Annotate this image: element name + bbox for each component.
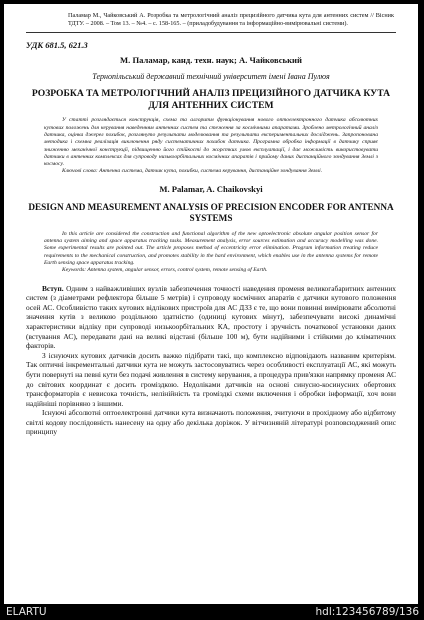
authors-ua: М. Паламар, канд. техн. наук; А. Чайковський: [120, 55, 302, 66]
paragraph-2: З існуючих кутових датчиків досить важко підібрати такі, що комплексно відповідають названим критеріям. Так оптичні інкрементальні датчики кута не можуть застосовуватись через особливості експлуатації АС, які можуть бути повернуті на певні кути без подачі живлення в систему керування, а процедура прив'язки напрямку променя АС до світових координат є досить громіздкою. Недоліками датчиків на основі синусно-косинусних обертових трансформаторів є невисока точність, нелінійність та громіздкі схеми включення і обробки інформації, хоч вони надійніші порівняно з іншими.: [26, 350, 396, 408]
paragraph-3: Існуючі абсолютні оптоелектронні датчики кута визначають положення, зчитуючи в прохідному або відбитому світлі кодову послідовність нанесену на одну або декілька доріжок. У вітчизняній літературі розповсюджений опис принципу: [26, 408, 396, 437]
paragraph-1: Одним з найважливіших вузлів забезпечення точності наведення променя великогабаритних антенних систем (з діаметрами рефлектора більше 5 метрів) і супроводу космічних апаратів є датчики кутового положення осей АС. Особливістю таких кутових відлікових пристроїв для АС ДЗЗ є те, що вони повинні вимірювати абсолютні значення кутів з великою роздільною здатністю (одиниці кутових мінут), забезпечувати високі динамічні характеристики відліку при супроводі низькоорбітальних КА, простоту і зручність початкової установки даних (встування АС), передавати дані на великі відстані (більше 100 м), бути надійними і стійкими до кліматичних факторів.: [26, 283, 396, 351]
keywords-ua: Ключові слова: Антенна система, датчик кута, похибки, система керування, дистанційне зондування Землі.: [62, 168, 323, 175]
status-bar: [0, 604, 424, 620]
authors-en: M. Palamar, A. Chaikovskyi: [159, 183, 263, 194]
citation-text: Паламар М., Чайковський А. Розробка та метрологічний аналіз прецизійного датчика кута для антенних систем // Вісник ТДТУ. – 2008. – Том 13. – №4. – с. 158-165. – (приладобудування та інформаційно-вимірювальні системи).: [68, 12, 394, 28]
udc-code: УДК 681.5, 621.3: [26, 40, 88, 51]
document-page: [4, 4, 418, 604]
header-rule: [26, 32, 396, 33]
intro-heading: Вступ.: [42, 283, 64, 293]
intro-paragraph: [26, 284, 396, 351]
handle-link[interactable]: hdl:123456789/136: [315, 606, 419, 618]
affiliation-ua: Тернопільський державний технічний університет імені Івана Пулюя: [92, 72, 330, 82]
abstract-ua: У статті розглядається конструкція, схема та алгоритм функціонування нового оптоелектронного датчика абсолютних кутових положень для керування наведенням антенних систем та стеження за космічними апаратами. Зроблено метрологічний аналіз датчика, оцінка джерел похибок, розглянуто результати моделювання та результати експериментальних досліджень. Запропонована методика і схемна реалізація виключення ряду систематичних похибок датчика. Програмна обробка інформації в датчику сприяє зниженню механічної конструкції, підвищенню його стійкості до жорстких умов експлуатації, і дає можливість використовувати датчики в антенних комплексах для супроводу низькоорбітальних космічних апаратів і прийому даних дистанційного зондування Землі з космосу.: [44, 117, 378, 168]
repository-label: ELARTU: [6, 606, 47, 618]
title-en: DESIGN AND MEASUREMENT ANALYSIS OF PRECISION ENCODER FOR ANTENNA SYSTEMS: [28, 201, 394, 224]
body-text: [26, 284, 396, 438]
title-ua: РОЗРОБКА ТА МЕТРОЛОГІЧНИЙ АНАЛІЗ ПРЕЦИЗІЙНОГО ДАТЧИКА КУТА ДЛЯ АНТЕННИХ СИСТЕМ: [31, 88, 391, 111]
abstract-en: In this article are considered the construction and functional algorithm of the new optoelectronic absolute angular position sensor for antenna system aiming and space apparatus tracking tasks. Measurement analysis, error sources estimation and accuracy modelling was done. Some experimental results are pointed out. The article proposes method of eccentricity error elimination. Program information treating reduce requirements to the mechanical construction, and promotes stability in the hard environment, which enables use in the antenna systems for remote Earth sensing space apparatus tracking.: [44, 230, 378, 266]
keywords-en: Keywords: Antenna system, angular sensor, errors, control system, remote sensing of Earth.: [62, 267, 268, 274]
